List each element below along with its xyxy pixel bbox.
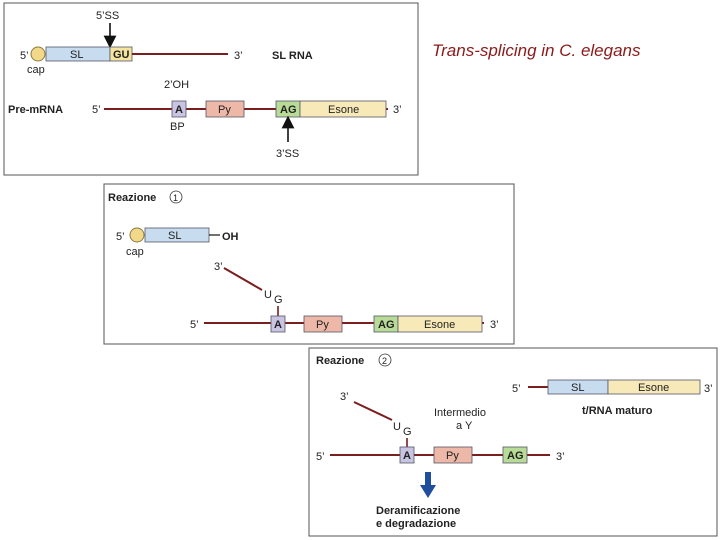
panel-2 — [104, 184, 514, 344]
panel-2-heading: Reazione — [108, 192, 157, 204]
label-5ss: 5’SS — [96, 10, 120, 22]
p3-u-label: U — [393, 421, 401, 433]
p2-oh-label: OH — [222, 231, 239, 243]
label-2oh: 2’OH — [164, 79, 190, 91]
p2-esone-box-label: Esone — [424, 319, 456, 331]
p3-py-box-label: Py — [446, 450, 459, 462]
p3-intron-three-prime: 3’ — [340, 391, 349, 403]
mature-five-prime: 5’ — [512, 383, 521, 395]
intermediate-line-1: Intermedio — [434, 407, 486, 419]
mature-esone-box-label: Esone — [638, 382, 670, 394]
pre-five-prime: 5’ — [92, 104, 101, 116]
panel-1 — [4, 3, 418, 175]
debranch-line-1: Deramificazione — [376, 505, 461, 517]
figure-title: Trans-splicing in C. elegans — [432, 41, 641, 60]
panel-1-frame — [4, 3, 418, 175]
step-1-number: 1 — [173, 193, 179, 203]
mature-label: t/RNA maturo — [582, 405, 653, 417]
p2-cap-circle — [130, 228, 144, 242]
bp-label: BP — [170, 121, 185, 133]
mature-three-prime: 3’ — [704, 383, 713, 395]
p3-a-box-label: A — [403, 450, 411, 462]
cap-circle — [31, 47, 45, 61]
p3-g-label: G — [403, 426, 412, 438]
p2-pre-five-prime: 5’ — [190, 319, 199, 331]
debranch-line-2: e degradazione — [376, 518, 457, 530]
panel-3-heading: Reazione — [316, 355, 365, 367]
p3-pre-five-prime: 5’ — [316, 451, 325, 463]
p3-ag-box-label: AG — [507, 450, 524, 462]
gu-box-label: GU — [113, 49, 130, 61]
p2-a-box-label: A — [274, 319, 282, 331]
sl-box-label: SL — [70, 49, 84, 61]
p2-g-label: G — [274, 294, 283, 306]
sl-five-prime: 5’ — [20, 50, 29, 62]
panel-3 — [309, 348, 717, 536]
step-2-number: 2 — [382, 356, 388, 366]
p2-cap: cap — [126, 246, 144, 258]
p2-py-box-label: Py — [316, 319, 329, 331]
p2-ag-box-label: AG — [378, 319, 395, 331]
mature-sl-box-label: SL — [571, 382, 585, 394]
sl-cap: cap — [27, 64, 45, 76]
p2-pre-three-prime: 3’ — [490, 319, 499, 331]
sl-three-prime: 3’ — [234, 50, 243, 62]
intermediate-line-2: a Y — [456, 420, 473, 432]
pre-mrna-label: Pre-mRNA — [8, 104, 64, 116]
panel-3-frame — [309, 348, 717, 536]
p2-u-label: U — [264, 289, 272, 301]
pre-three-prime: 3’ — [393, 104, 402, 116]
ag-box-label: AG — [280, 104, 297, 116]
label-3ss: 3’SS — [276, 148, 300, 160]
p2-intron-three-prime: 3’ — [214, 261, 223, 273]
a-box-label: A — [175, 104, 183, 116]
esone-box-label: Esone — [328, 104, 360, 116]
p2-sl-box-label: SL — [168, 230, 182, 242]
sl-rna-label: SL RNA — [272, 50, 313, 62]
p2-five-prime: 5’ — [116, 231, 125, 243]
py-box-label: Py — [218, 104, 231, 116]
p3-pre-three-prime: 3’ — [556, 451, 565, 463]
